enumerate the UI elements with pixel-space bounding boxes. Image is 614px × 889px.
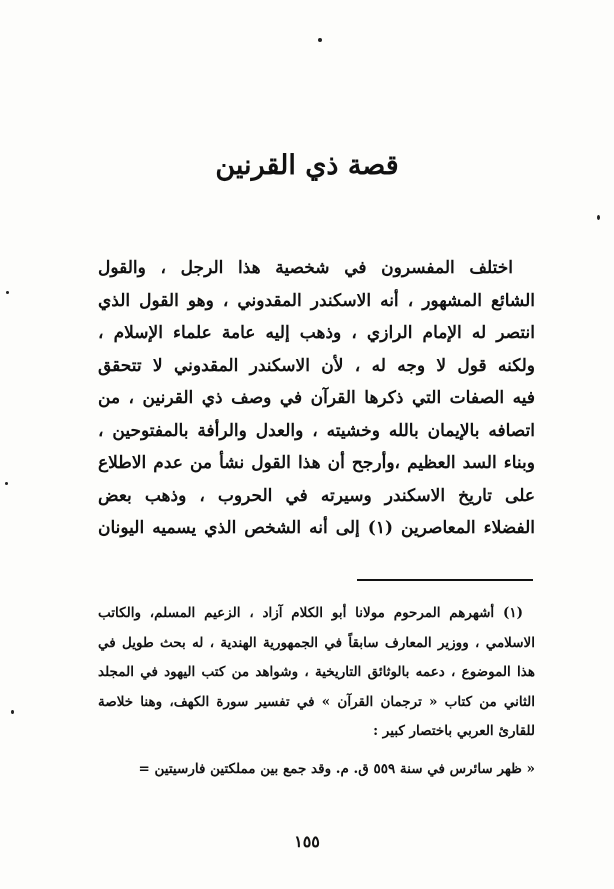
page-number: ١٥٥ xyxy=(294,832,320,851)
margin-speck xyxy=(597,215,600,220)
margin-speck xyxy=(6,291,9,294)
body-line: الفضلاء المعاصرين (١) إلى أنه الشخص الذي يسميه اليونان xyxy=(98,518,535,538)
body-line: الشائع المشهور ، أنه الاسكندر المقدوني ، وهو القول الذي xyxy=(98,290,535,311)
footnote-continuation: « ظهر سائرس في سنة ٥٥٩ ق. م. وقد جمع بين مملكتين فارسيتين = xyxy=(138,761,535,777)
body-line: فيه الصفات التي ذكرها القرآن في وصف ذي القرنين ، من xyxy=(98,388,535,408)
footnote-line: (١) أشهرهم المرحوم مولانا أبو الكلام آزاد ، الزعيم المسلم، والكاتب xyxy=(98,605,523,621)
body-line: انتصر له الإمام الرازي ، وذهب إليه عامة علماء الإسلام ، xyxy=(98,323,535,343)
body-line: اختلف المفسرون في شخصية هذا الرجل ، والقول xyxy=(98,258,513,278)
footnote-line: هذا الموضوع ، دعمه بالوثائق التاريخية ، وشواهد من كتب اليهود في المجلد xyxy=(98,664,535,680)
body-text xyxy=(98,252,535,545)
margin-speck xyxy=(5,482,8,485)
body-line: على تاريخ الاسكندر وسيرته في الحروب ، وذهب بعض xyxy=(98,485,535,506)
footnote-line: للقارئ العربي باختصار كبير : xyxy=(373,723,535,739)
body-line: اتصافه بالإيمان بالله وخشيته ، والعدل والرأفة بالمفتوحين ، xyxy=(98,420,535,441)
footnote xyxy=(98,599,535,747)
footnote-separator xyxy=(357,579,533,581)
margin-speck xyxy=(11,710,14,714)
margin-speck xyxy=(318,38,322,42)
chapter-title: قصة ذي القرنين xyxy=(215,150,399,181)
body-line: وبناء السد العظيم ،وأرجح أن هذا القول نشأ من عدم الاطلاع xyxy=(98,453,535,473)
footnote-line: الثاني من كتاب « ترجمان القرآن » في تفسير سورة الكهف، وهنا خلاصة xyxy=(98,693,535,710)
footnote-line: الاسلامي ، ووزير المعارف سابقاً في الجمهورية الهندية ، له بحث طويل في xyxy=(98,634,535,651)
body-line: ولكنه قول لا وجه له ، لأن الاسكندر المقدوني لا تتحقق xyxy=(98,355,535,376)
